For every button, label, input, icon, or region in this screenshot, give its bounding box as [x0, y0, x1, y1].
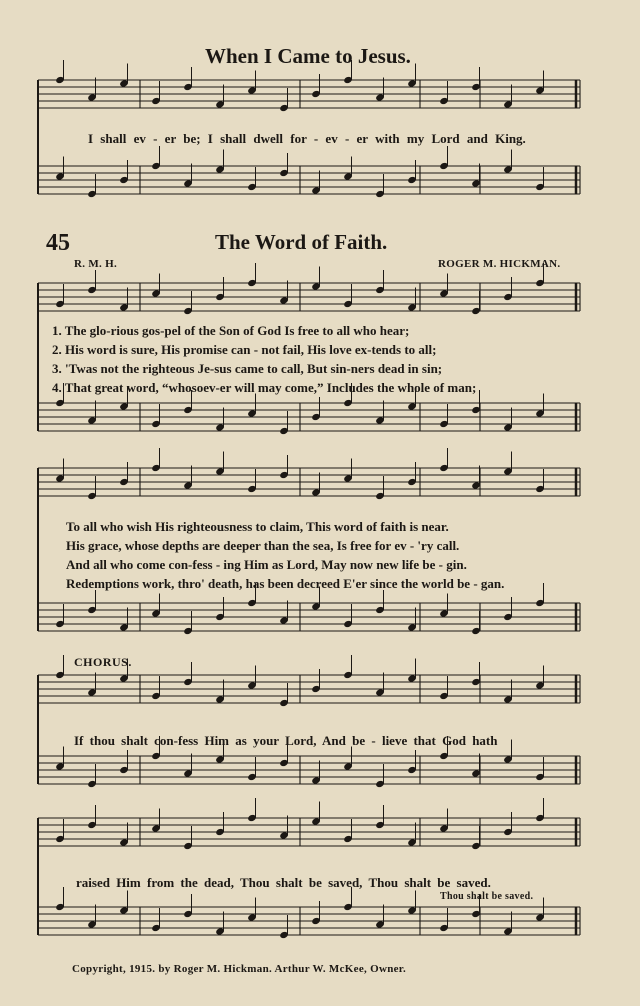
hymn-44-lyric: I shall ev - er be; I shall dwell for - ev - er with my Lord and King. — [88, 131, 526, 146]
verse-4-line-1: 4. That great word, “whosoev-er will may come,” Includes the whole of man; — [52, 380, 477, 395]
verse-3-line-1: 3. 'Twas not the righteous Je-sus came to call, But sin-ners dead in sin; — [52, 361, 443, 376]
verse-2-line-2: His grace, whose depths are deeper than the sea, Is free for ev - 'ry call. — [66, 538, 460, 553]
verse-1-line-2: To all who wish His righteousness to claim, This word of faith is near. — [66, 519, 449, 534]
chorus-line-2: raised Him from the dead, Thou shalt be saved, Thou shalt be saved. — [76, 875, 491, 890]
verse-1-line-1: 1. The glo-rious gos-pel of the Son of God Is free to all who hear; — [52, 323, 410, 338]
hymn-44-title: When I Came to Jesus. — [205, 44, 411, 68]
hymn-title: The Word of Faith. — [215, 230, 388, 254]
verse-2-line-1: 2. His word is sure, His promise can - not fail, His love ex-tends to all; — [52, 342, 437, 357]
copyright: Copyright, 1915. by Roger M. Hickman. Arthur W. McKee, Owner. — [72, 963, 407, 975]
words-credit: R. M. H. — [74, 258, 118, 270]
verse-3-line-2: And all who come con-fess - ing Him as Lord, May now new life be - gin. — [66, 557, 467, 572]
chorus-echo: Thou shalt be saved. — [440, 891, 534, 902]
chorus-line-1: If thou shalt con-fess Him as your Lord, And be - lieve that God hath — [74, 733, 498, 748]
hymn-number: 45 — [46, 230, 70, 256]
verse-4-line-2: Redemptions work, thro' death, has been decreed E'er since the world be - gan. — [66, 576, 505, 591]
music-credit: ROGER M. HICKMAN. — [438, 258, 561, 270]
chorus-label: CHORUS. — [74, 655, 132, 669]
